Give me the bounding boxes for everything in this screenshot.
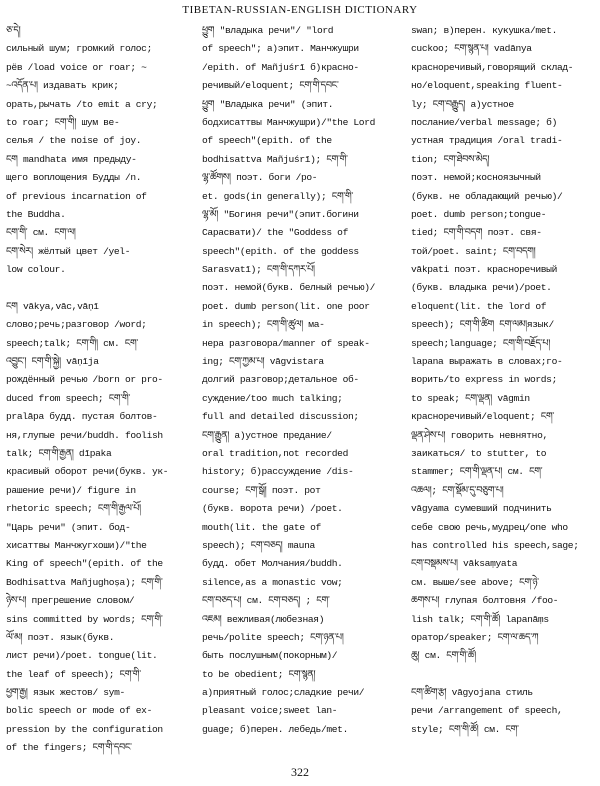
entry-line: et. gods(in generally); ངག་གི་ xyxy=(202,190,354,202)
entry-line: swan; в)перен. кукушка/met. xyxy=(411,25,557,36)
entry-line: poet. dumb person;tongue- xyxy=(411,208,547,220)
entry-line: bodhisattva Mañjuśrī); ངག་གི་ xyxy=(202,153,348,165)
entry-line: ངག་ཚིག་རྩ། vāgyojana стиль xyxy=(411,687,533,699)
entry-line: послание/verbal message; б) xyxy=(411,116,557,128)
entry-line: འཆལ།; ངག་སྡོམ་དུ་བཅུག་པ། xyxy=(411,484,504,496)
entry-line: ངག་སེར། жёлтый цвет /yel- xyxy=(6,245,131,257)
entry-line: речи /arrangement of speech, xyxy=(411,705,563,717)
page-number: 322 xyxy=(291,765,309,779)
entry-line: ཕྱུག "владыка речи"/ "lord xyxy=(202,25,334,36)
entry-line: хисаттвы Манчжугхоши)/"the xyxy=(6,539,147,551)
entry-line: ཕྱག་རྒྱ། язык жестов/ sym- xyxy=(6,687,125,699)
entry-line: ཆུ། см. ངག་གི་ཚོ། xyxy=(411,650,476,662)
entry-line: "Царь речи" (эпит. бод- xyxy=(6,521,131,533)
entry-line: Bodhisattva Mañjughoṣa); ངག་གི་ xyxy=(6,576,163,588)
running-header: TIBETAN-RUSSIAN-ENGLISH DICTIONARY xyxy=(182,4,418,16)
column-middle xyxy=(202,22,402,758)
entry-line: ལྡན་ཤེས་པ། говорить невнятно, xyxy=(411,429,548,441)
entry-line: stammer; ངག་གི་ལྡན་པ། см. ངག་ xyxy=(411,466,543,478)
entry-line: འཇམ། вежливая(любезная) xyxy=(202,613,325,625)
entry-line: речивый/eloquent; ངག་གི་དབང་ xyxy=(202,80,339,92)
entry-line: ངག mandhata имя предыду- xyxy=(6,153,137,165)
entry-line: guage; б)перен. лебедь/met. xyxy=(202,723,348,735)
entry-line: the Buddha. xyxy=(6,208,66,220)
entry-line: Сарасвати)/ the "Goddess of xyxy=(202,227,348,239)
entry-line: рашение речи)/ figure in xyxy=(6,484,136,496)
entry-line: красноречивый,говорящий склад- xyxy=(411,61,574,73)
entry-line: ལོ་མ། поэт. язык(букв. xyxy=(6,631,115,643)
entry-line: to roar; ངག་གི། шум ве- xyxy=(6,116,120,128)
entry-line: full and detailed discussion; xyxy=(202,411,359,423)
entry-line: рёв /load voice or roar; ~ xyxy=(6,61,147,73)
entry-line: селья / the noise of joy. xyxy=(6,135,142,147)
entry-line: суждение/too much talking; xyxy=(202,392,343,404)
entry-line: speech"(epith. of the goddess xyxy=(202,245,359,257)
entry-line: будд. обет Молчания/buddh. xyxy=(202,558,343,570)
entry-line: щего воплощения Будды /n. xyxy=(6,172,142,184)
entry-line: vāgyama сумевший подчинить xyxy=(411,503,552,515)
column-right xyxy=(411,22,597,739)
entry-line: pleasant voice;sweet lan- xyxy=(202,705,338,717)
entry-line: ཆགས་པ། глупая болтовня /foo- xyxy=(411,595,559,607)
entry-line: rhetoric speech; ངག་གི་རྒྱལ་པོ། xyxy=(6,503,141,515)
entry-line: поэт. немой(букв. белный речью)/ xyxy=(202,282,376,294)
entry-line: (букв. не обладающий речью)/ xyxy=(411,190,563,202)
entry-line: ངག vākya,vāc,vāṇī xyxy=(6,300,99,312)
entry-line: of the fingers; ངག་གི་དབང་ xyxy=(6,742,132,754)
entry-line: а)приятный голос;сладкие речи/ xyxy=(202,687,365,699)
entry-line: speech); ངག་གི་ཚིག ངག་ལམ།язык/ xyxy=(411,319,554,331)
entry-line: поэт. немой;косноязычный xyxy=(411,172,541,184)
entry-line: той/poet. saint; ངག་བདག། xyxy=(411,245,536,257)
entry-line: ~འདོན་པ། издавать крик; xyxy=(6,80,119,92)
entry-line: lapana выражать в словах;го- xyxy=(411,356,563,368)
entry-line: см. выше/see above; ངག་ཉེ་ xyxy=(411,576,539,588)
entry-line: бодхисаттвы Манчжушри)/"the Lord xyxy=(202,116,376,128)
entry-line: of previous incarnation of xyxy=(6,190,147,202)
entry-line: слово;речь;разговор /word; xyxy=(6,319,147,331)
entry-line: красноречивый/eloquent; ངག་ xyxy=(411,411,555,423)
entry-line: sins committed by words; ངག་གི་ xyxy=(6,613,163,625)
entry-line: tion; ངག་ཐེབས་མེད། xyxy=(411,153,490,165)
entry-line: ing; ངག་ཀྱམ་པ། vāgvistara xyxy=(202,356,324,368)
entry-line: cuckoo; ངག་སྙན་པ། vadānya xyxy=(411,43,532,55)
entry-line: eloquent(lit. the lord of xyxy=(411,300,547,312)
entry-line xyxy=(411,666,597,684)
entry-line: speech;language; ངག་གི་བརྗོད་པ། xyxy=(411,337,550,349)
entry-line: has controlled his speech,sage; xyxy=(411,539,579,551)
entry-line: ངག་བསྡམས་པ། vāksaṃyata xyxy=(411,558,518,570)
entry-line: ворить/to express in words; xyxy=(411,374,557,386)
entry-line: ལྷ་མོ། "Богиня речи"(эпит.богини xyxy=(202,208,359,220)
entry-line: рождённый речью /born or pro- xyxy=(6,374,163,386)
entry-line: устная традиция /oral tradi- xyxy=(411,135,563,147)
entry-line: речь/polite speech; ངག་ཉན་པ། xyxy=(202,631,344,643)
column-left xyxy=(6,22,192,758)
entry-line: of speech"; а)эпит. Манчжушри xyxy=(202,43,359,55)
entry-line: красивый оборот речи(букв. ук- xyxy=(6,466,169,478)
entry-line: tied; ངག་གི་བདག поэт. свя- xyxy=(411,227,542,239)
entry-line: of speech"(epith. of the xyxy=(202,135,332,147)
entry-line: сильный шум; громкий голос; xyxy=(6,43,152,55)
entry-line: ངག་གི་ см. ངག་ལ། xyxy=(6,227,76,239)
entry-line: lish talk; ངག་གི་ཚོ། lapanāṃs xyxy=(411,613,549,625)
entry-line: vākpati поэт. красноречивый xyxy=(411,264,557,276)
entry-line: себе свою речь,мудрец/one who xyxy=(411,521,568,533)
entry-line: быть послушным(покорным)/ xyxy=(202,650,338,662)
entry-line: нера разговора/manner of speak- xyxy=(202,337,370,349)
entry-line: (букв. владыка речи)/poet. xyxy=(411,282,552,294)
entry-line: долгий разговор;детальное об- xyxy=(202,374,359,386)
entry-line: ཕྱུག "Владыка речи" (эпит. xyxy=(202,98,334,110)
entry-line: орать,рычать /to emit a cry; xyxy=(6,98,158,110)
entry-line: но/eloquent,speaking fluent- xyxy=(411,80,563,92)
entry-line: speech;talk; ངག་གི། см. ངག་ xyxy=(6,337,139,349)
entry-line: ly; ངག་བརྒྱུད། а)устное xyxy=(411,98,514,110)
entry-line: course; ངག་སྒོ། поэт. рот xyxy=(202,484,321,496)
entry-line: oral tradition,not recorded xyxy=(202,447,348,459)
entry-line: (букв. ворота речи) /poet. xyxy=(202,503,343,515)
entry-line: заикаться/ to stutter, to xyxy=(411,447,547,459)
entry-line: to speak; ངག་ལྡན། vāgmin xyxy=(411,392,530,404)
entry-line: the leaf of speech); ངག་གི་ xyxy=(6,668,141,680)
entry-line: duced from speech; ངག་གི་ xyxy=(6,392,131,404)
entry-line: speech); ངག་བཅད། mauna xyxy=(202,539,315,551)
entry-line: ня,глупые речи/buddh. foolish xyxy=(6,429,163,441)
entry-line: silence,as a monastic vow; xyxy=(202,576,343,588)
entry-line: talk; ངག་གི་རྒྱན། dīpaka xyxy=(6,447,112,459)
entry-line: оратор/speaker; ངག་ལ་ཆད་ཀ xyxy=(411,631,539,643)
entry-line xyxy=(6,279,192,297)
entry-line: style; ངག་གི་ཚོ། см. ངག་ xyxy=(411,723,519,735)
entry-line: ལྷ་ཚོགས། поэт. боги /po- xyxy=(202,172,318,184)
entry-line: to be obedient; ངག་སྙན། xyxy=(202,668,316,680)
entry-line xyxy=(202,739,402,757)
entry-line: pralāpa будд. пустая болтов- xyxy=(6,411,158,423)
entry-line: pression by the configuration xyxy=(6,723,163,735)
entry-line: in speech); ངག་གི་ཚུལ། ма- xyxy=(202,319,325,331)
entry-line: bolic speech or mode of ex- xyxy=(6,705,152,717)
entry-line: history; б)рассуждение /dis- xyxy=(202,466,354,478)
entry-line: King of speech"(epith. of the xyxy=(6,558,163,570)
entry-line: /epith. of Mañjuśrī б)красно- xyxy=(202,61,359,73)
entry-line: лист речи)/poet. tongue(lit. xyxy=(6,650,158,662)
entry-line: ངག་རྒྱུན། а)устное предание/ xyxy=(202,429,332,441)
entry-line: ཅ་དེ། xyxy=(6,25,21,36)
entry-line: འབྱུང་། ངག་གི་སྐྱེ། vāṇīja xyxy=(6,356,99,368)
entry-line: mouth(lit. the gate of xyxy=(202,521,321,533)
entry-line: poet. dumb person(lit. one poor xyxy=(202,300,370,312)
entry-line: ངག་བཅད་པ། см. ངག་བཅད། ; ངག་ xyxy=(202,595,330,607)
entry-line: ཉེས་པ། прегрешение словом/ xyxy=(6,595,135,607)
entry-line: low colour. xyxy=(6,264,66,276)
entry-line: Sarasvatī); ངག་གི་དཀར་པོ། xyxy=(202,264,315,276)
